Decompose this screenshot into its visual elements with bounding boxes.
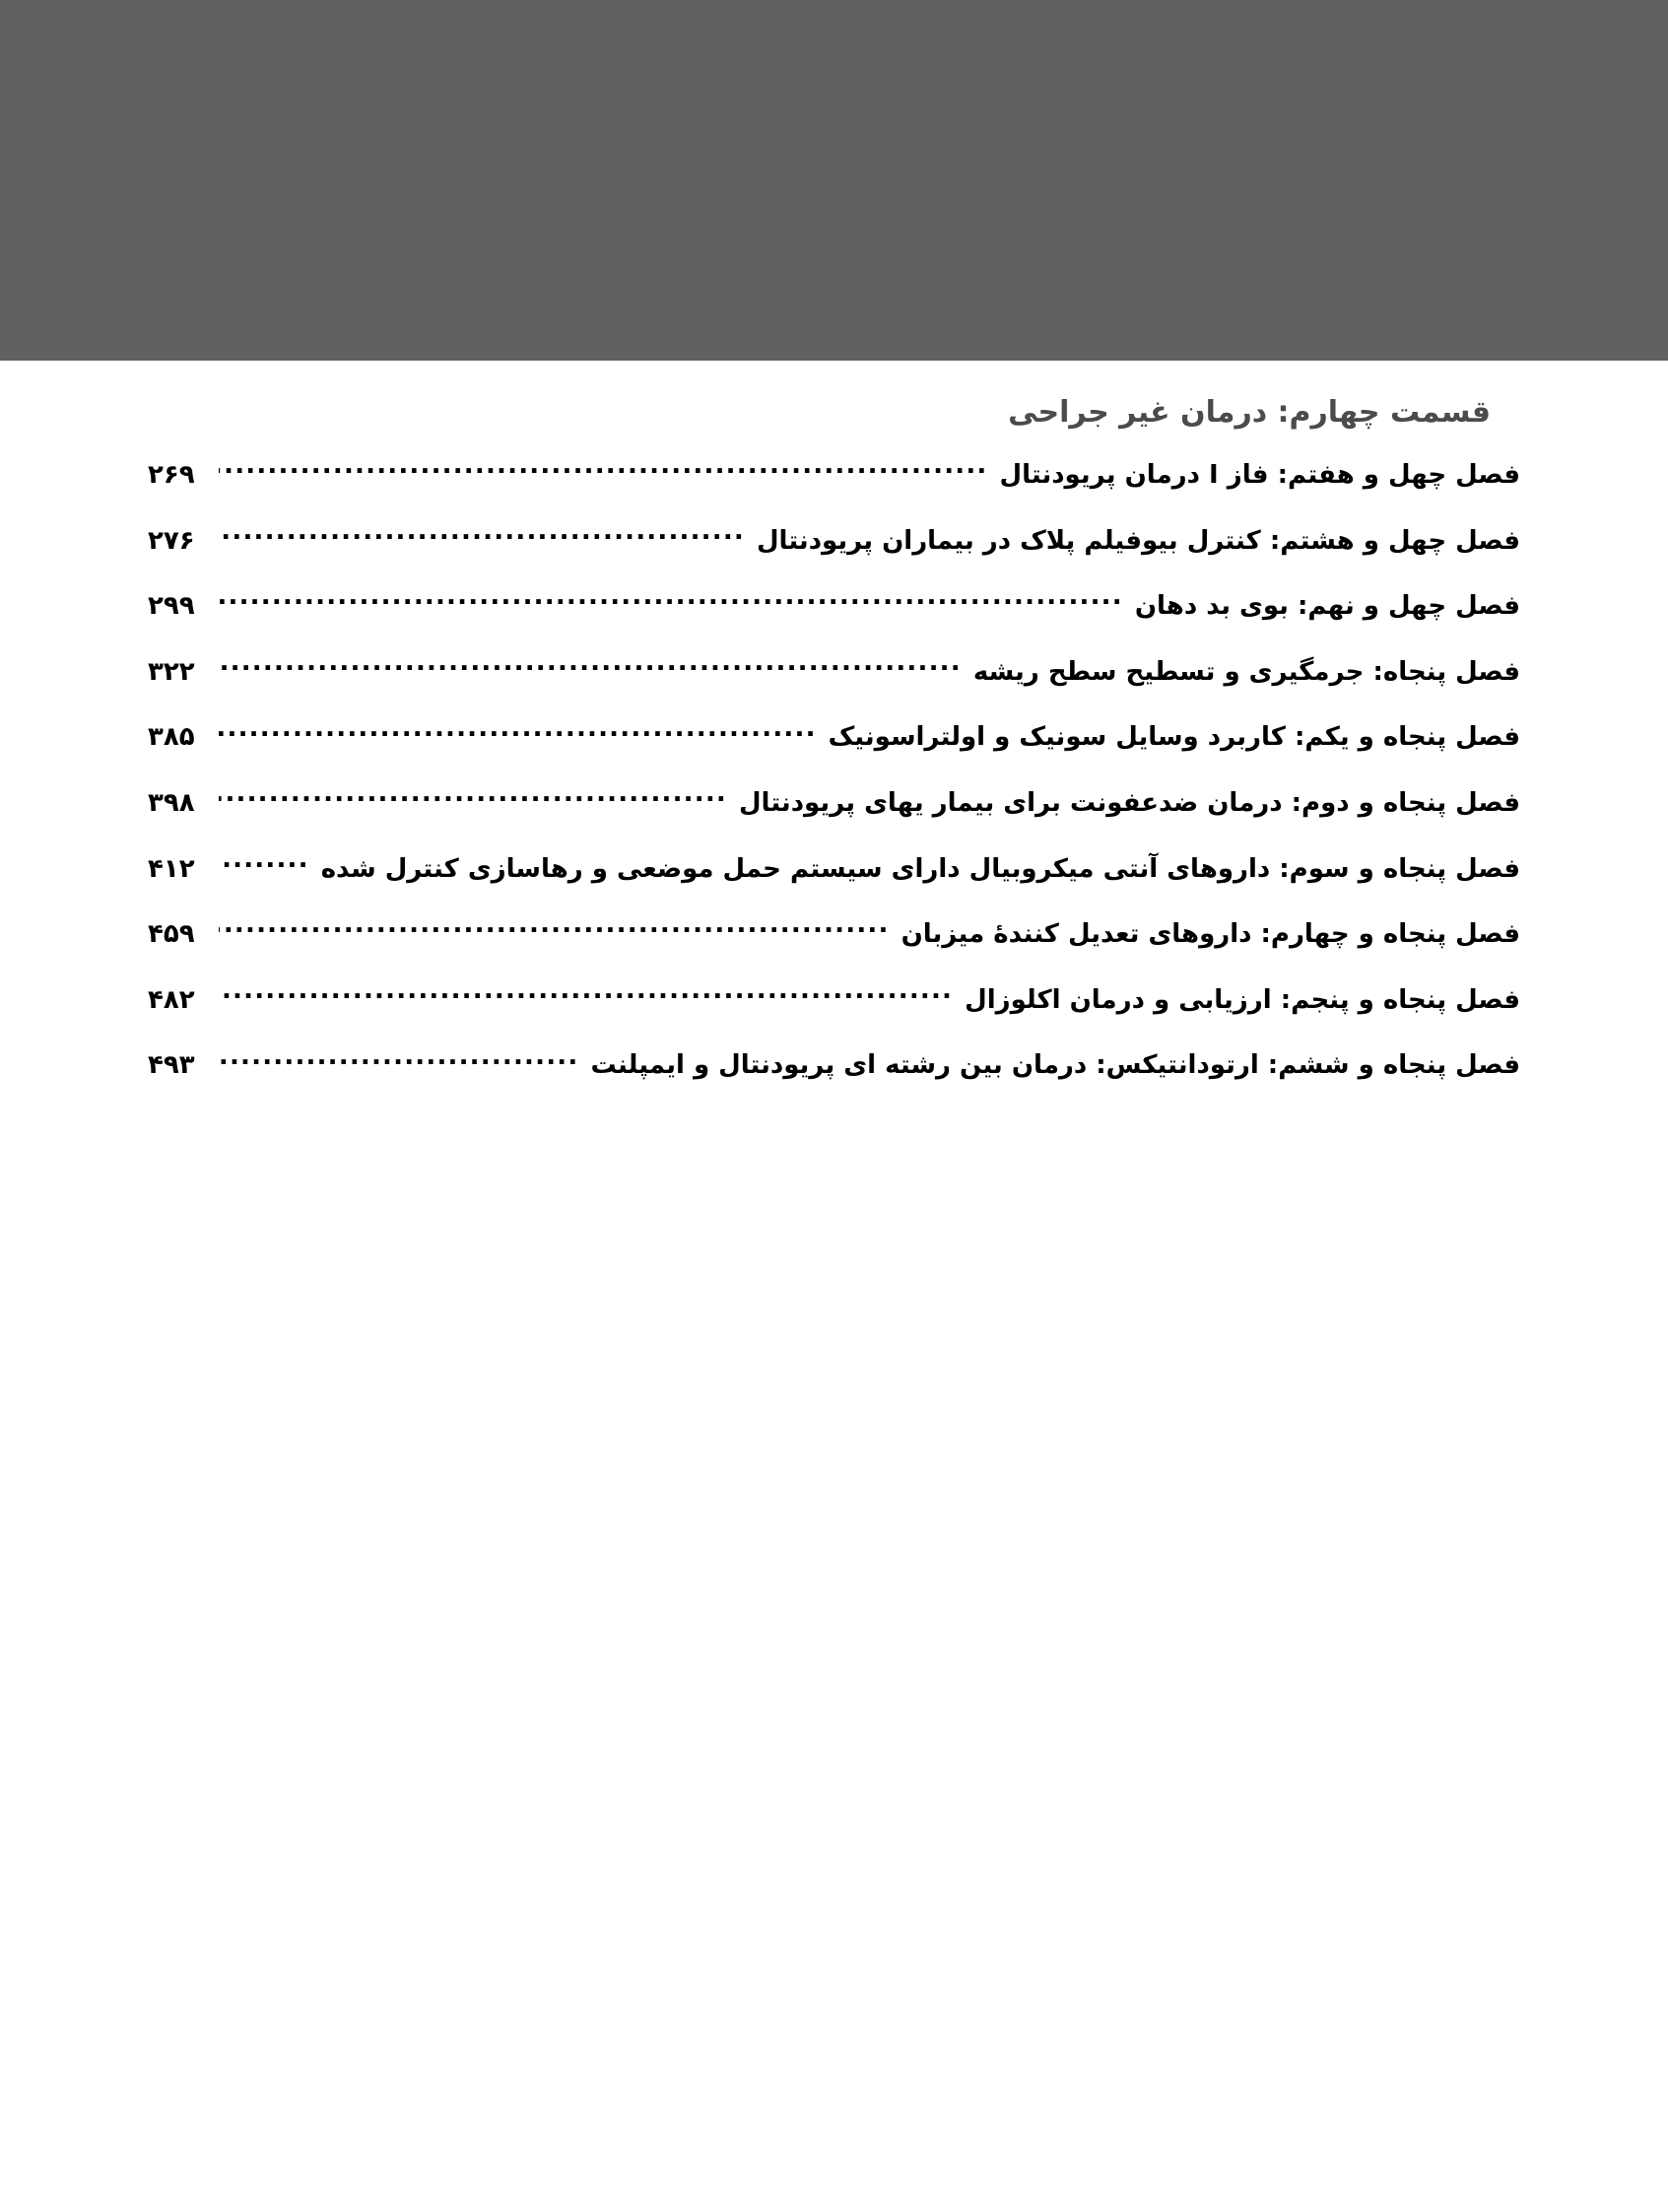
toc-leader-dots <box>219 588 1123 614</box>
toc-leader-dots <box>219 851 309 877</box>
toc-list <box>148 457 1520 1080</box>
toc-entry[interactable] <box>148 588 1520 621</box>
toc-entry-title: فصل چهل و هشتم: کنترل بیوفیلم پلاک در بیماران پریودنتال <box>757 525 1520 556</box>
toc-entry-title: فصل پنجاه و یکم: کاربرد وسایل سونیک و اولتراسونیک <box>828 722 1520 753</box>
toc-entry[interactable] <box>148 457 1520 490</box>
toc-entry-page-number: ۴۹۳ <box>148 1050 195 1081</box>
toc-leader-dots <box>219 1047 578 1073</box>
toc-entry-page-number: ۳۸۵ <box>148 722 195 753</box>
header-band <box>0 0 1668 361</box>
toc-entry[interactable] <box>148 916 1520 949</box>
toc-entry-title: فصل پنجاه و دوم: درمان ضدعفونت برای بیمار یهای پریودنتال <box>739 787 1520 818</box>
toc-entry-page-number: ۴۵۹ <box>148 919 195 950</box>
toc-entry-page-number: ۳۹۸ <box>148 787 195 818</box>
toc-entry-title: فصل چهل و هفتم: فاز I درمان پریودنتال <box>999 460 1520 490</box>
toc-entry-page-number: ۲۶۹ <box>148 460 195 490</box>
toc-entry[interactable] <box>148 982 1520 1015</box>
toc-entry-title: فصل چهل و نهم: بوی بد دهان <box>1134 591 1520 622</box>
toc-leader-dots <box>219 719 817 745</box>
toc-entry[interactable] <box>148 1047 1520 1080</box>
toc-leader-dots <box>219 654 962 680</box>
toc-entry-title: فصل پنجاه و ششم: ارتودانتیکس: درمان بین رشته ای پریودنتال و ایمپلنت <box>590 1050 1520 1081</box>
toc-leader-dots <box>219 785 727 811</box>
toc-entry-title: فصل پنجاه: جرمگیری و تسطیح سطح ریشه <box>972 656 1520 687</box>
toc-leader-dots <box>219 457 988 483</box>
part-title: قسمت چهارم: درمان غیر جراحی <box>1008 395 1491 430</box>
toc-entry-page-number: ۴۸۲ <box>148 984 195 1015</box>
toc-entry[interactable] <box>148 523 1520 556</box>
toc-entry[interactable] <box>148 719 1520 752</box>
toc-leader-dots <box>219 523 745 549</box>
toc-entry[interactable] <box>148 654 1520 687</box>
toc-leader-dots <box>219 916 890 942</box>
toc-entry-page-number: ۴۱۲ <box>148 853 195 884</box>
toc-entry-page-number: ۲۹۹ <box>148 591 195 622</box>
toc-entry-title: فصل پنجاه و سوم: داروهای آنتی میکروبیال دارای سیستم حمل موضعی و رهاسازی کنترل شده <box>320 853 1520 884</box>
toc-entry[interactable] <box>148 851 1520 884</box>
toc-entry-page-number: ۳۲۲ <box>148 656 195 687</box>
toc-entry-page-number: ۲۷۶ <box>148 525 195 556</box>
toc-leader-dots <box>219 982 953 1008</box>
toc-entry-title: فصل پنجاه و چهارم: داروهای تعدیل کنندۀ میزبان <box>901 919 1520 950</box>
toc-entry[interactable] <box>148 785 1520 818</box>
toc-entry-title: فصل پنجاه و پنجم: ارزیابی و درمان اکلوزال <box>965 984 1520 1015</box>
toc-content <box>0 361 1668 1113</box>
